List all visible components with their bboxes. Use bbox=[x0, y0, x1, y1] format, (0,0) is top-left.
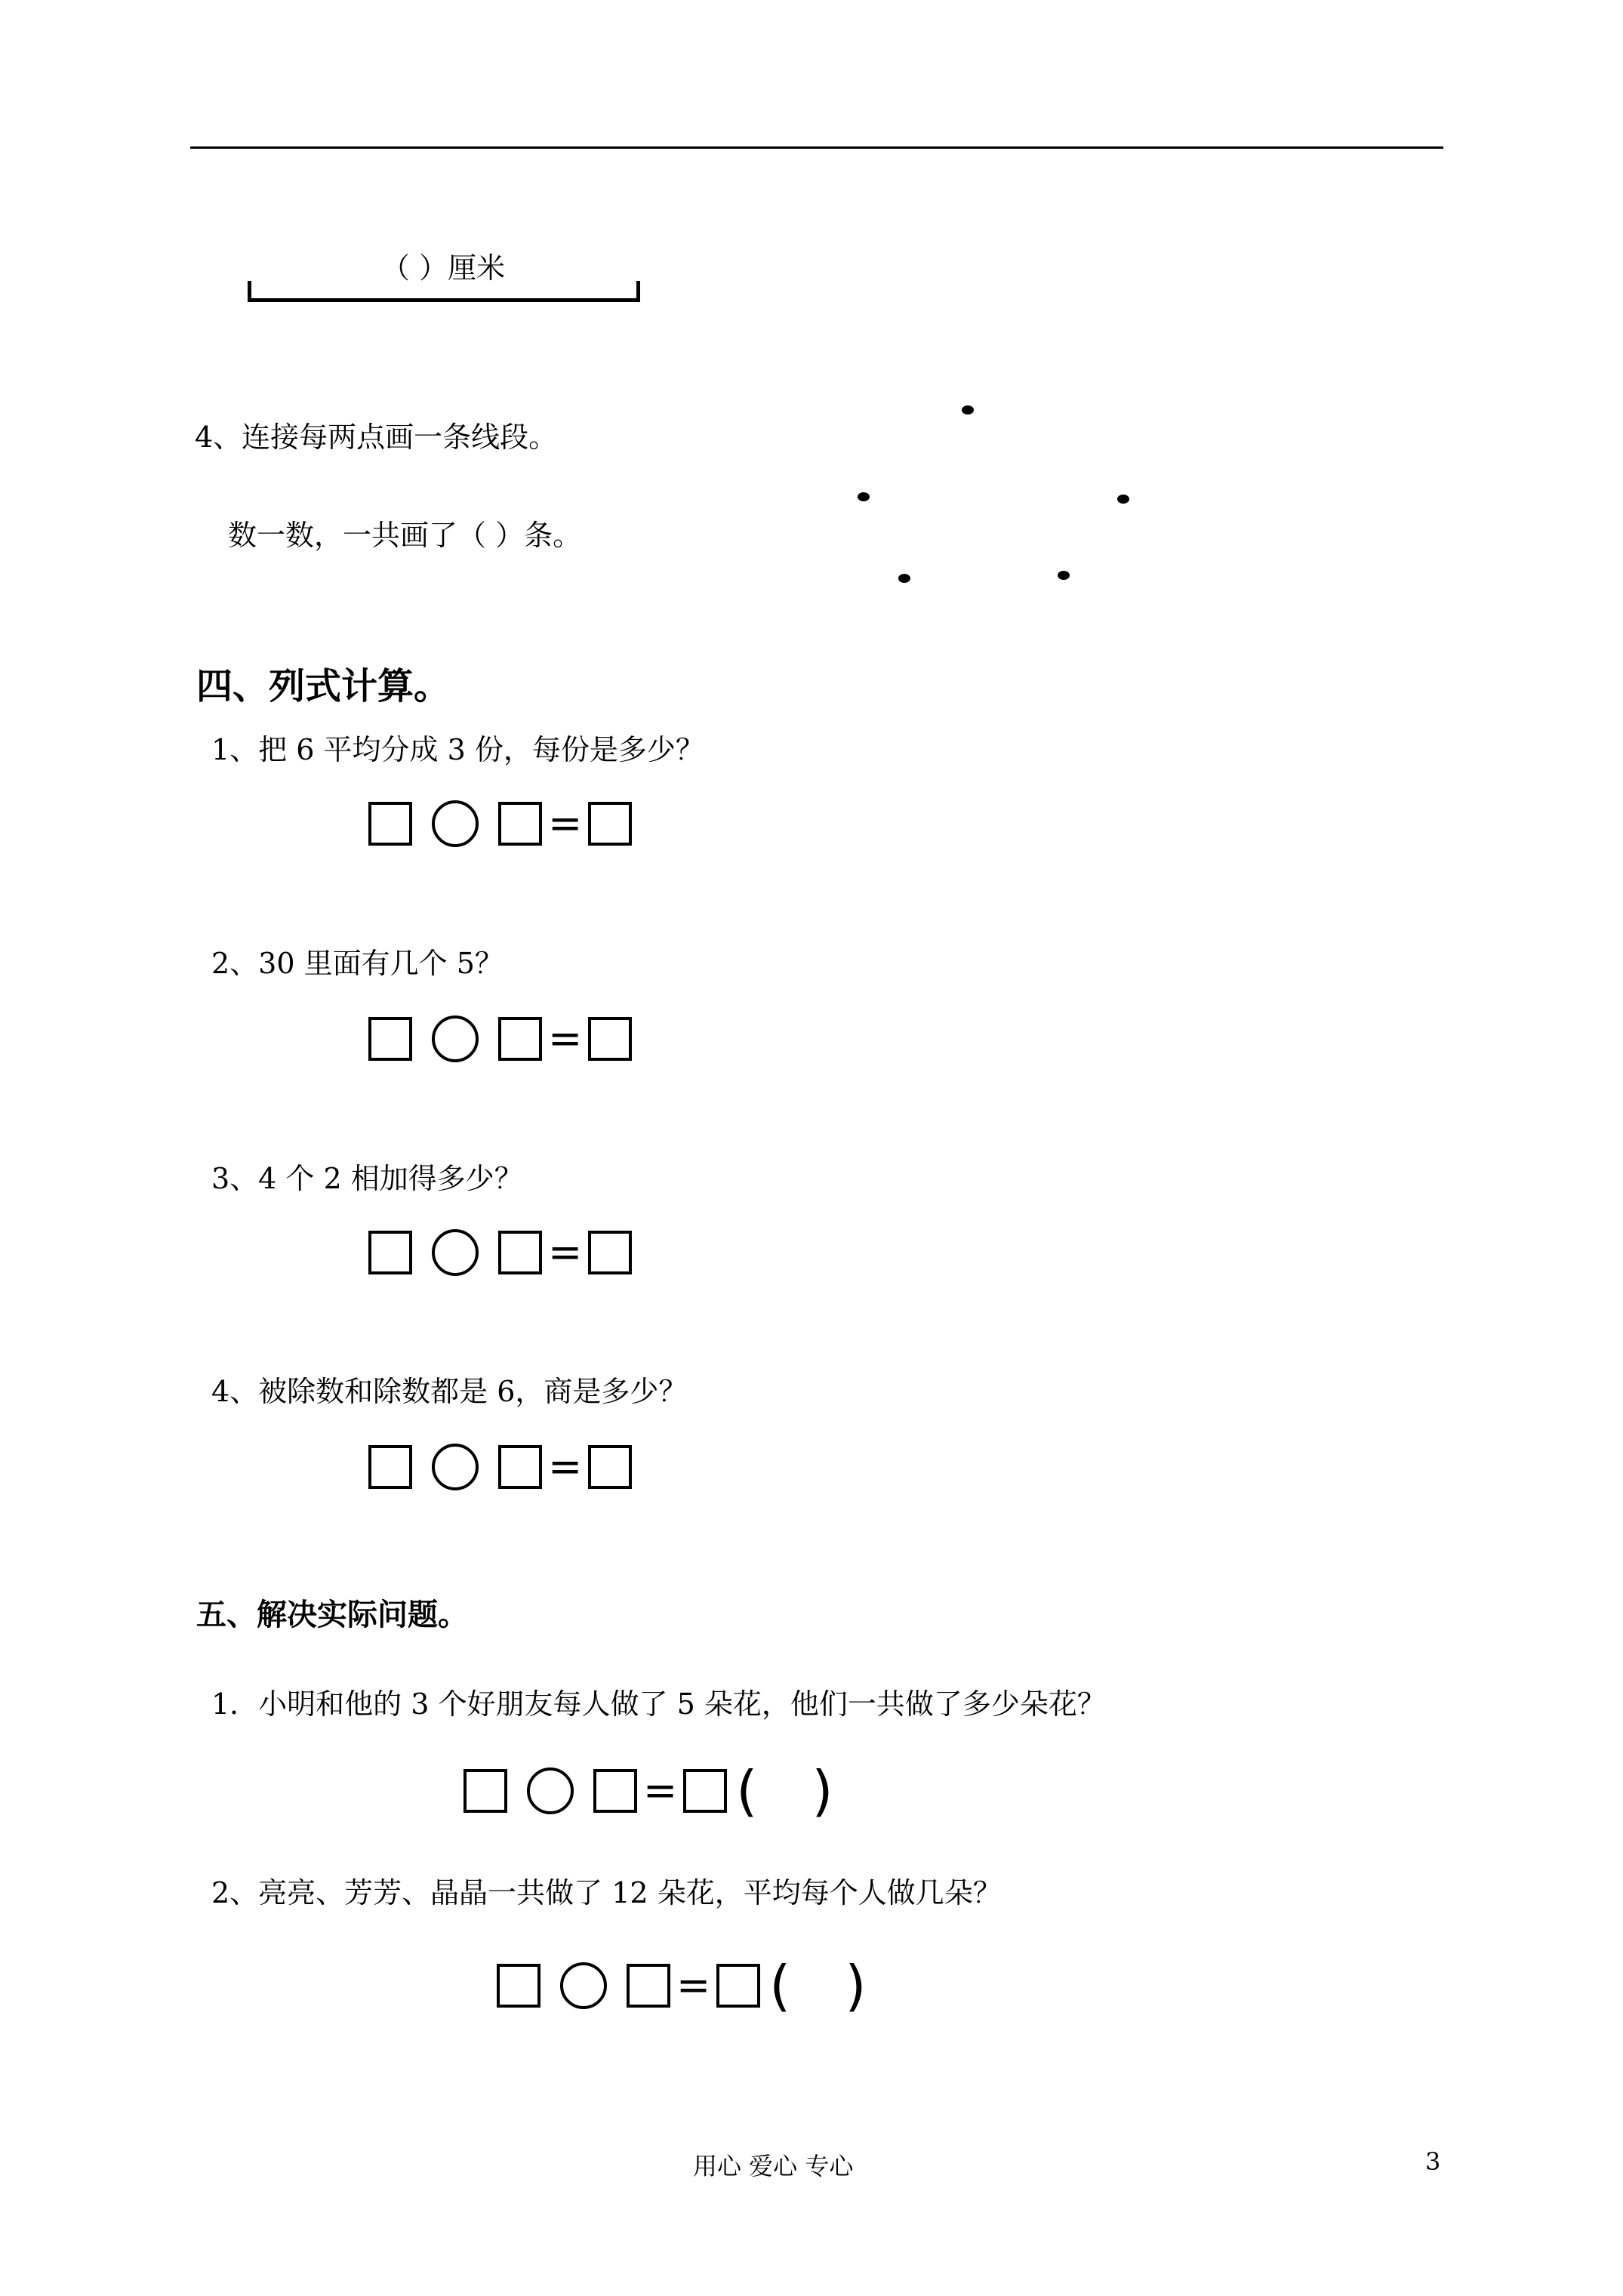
equals-sign: = bbox=[548, 1015, 583, 1062]
operator-circle[interactable] bbox=[432, 1229, 479, 1276]
s5-question-1: 1．小明和他的 3 个好朋友每人做了 5 朵花，他们一共做了多少朵花？ bbox=[211, 1687, 1106, 1721]
point-left bbox=[858, 492, 870, 501]
answer-box[interactable] bbox=[498, 1017, 542, 1061]
unit-paren-close: ) bbox=[812, 1759, 833, 1823]
point-bottom-right bbox=[1058, 571, 1070, 580]
s4-equation-1 bbox=[368, 800, 632, 847]
equals-sign: = bbox=[548, 1443, 583, 1490]
s4-question-4: 4、被除数和除数都是 6，商是多少？ bbox=[211, 1375, 688, 1408]
unit-paren-close: ) bbox=[845, 1954, 867, 2017]
answer-box[interactable] bbox=[498, 802, 542, 846]
answer-box[interactable] bbox=[368, 1445, 412, 1489]
operator-circle[interactable] bbox=[527, 1767, 574, 1814]
answer-box[interactable] bbox=[588, 1017, 632, 1061]
s4-question-1: 1、把 6 平均分成 3 份，每份是多少？ bbox=[211, 733, 704, 766]
answer-box[interactable] bbox=[498, 1445, 542, 1489]
page-number: 3 bbox=[1425, 2147, 1441, 2176]
point-top bbox=[962, 405, 974, 415]
section-5-title: 五、解决实际问题。 bbox=[196, 1597, 468, 1632]
answer-box[interactable] bbox=[588, 1445, 632, 1489]
unit-paren-open: ( bbox=[736, 1759, 758, 1823]
point-bottom-left bbox=[898, 574, 910, 583]
answer-box[interactable] bbox=[368, 1231, 412, 1274]
answer-box[interactable] bbox=[588, 1231, 632, 1274]
operator-circle[interactable] bbox=[432, 1444, 479, 1490]
q4-instruction: 4、连接每两点画一条线段。 bbox=[195, 421, 558, 454]
s4-equation-3 bbox=[368, 1229, 632, 1276]
s4-question-2: 2、30 里面有几个 5？ bbox=[211, 947, 504, 980]
answer-box[interactable] bbox=[716, 1964, 760, 2008]
ruler-bracket bbox=[248, 281, 640, 302]
answer-box[interactable] bbox=[627, 1964, 670, 2008]
equals-sign: = bbox=[676, 1962, 711, 2009]
s5-equation-2 bbox=[497, 1954, 867, 2017]
answer-box[interactable] bbox=[588, 802, 632, 846]
header-rule bbox=[190, 146, 1443, 149]
answer-box[interactable] bbox=[498, 1231, 542, 1274]
answer-box[interactable] bbox=[368, 1017, 412, 1061]
ruler-label: （ ）厘米 bbox=[381, 251, 506, 285]
answer-box[interactable] bbox=[497, 1964, 540, 2008]
footer-motto: 用心 爱心 专心 bbox=[693, 2152, 854, 2180]
operator-circle[interactable] bbox=[432, 800, 479, 847]
s5-question-2: 2、亮亮、芳芳、晶晶一共做了 12 朵花，平均每个人做几朵？ bbox=[211, 1876, 1002, 1909]
s5-equation-1 bbox=[463, 1759, 833, 1823]
equals-sign: = bbox=[643, 1767, 678, 1814]
answer-box[interactable] bbox=[463, 1769, 507, 1813]
equals-sign: = bbox=[548, 800, 583, 847]
s4-question-3: 3、4 个 2 相加得多少？ bbox=[211, 1162, 523, 1195]
q4-count-prompt: 数一数，一共画了（ ）条。 bbox=[228, 519, 582, 552]
answer-box[interactable] bbox=[368, 802, 412, 846]
s4-equation-4 bbox=[368, 1444, 632, 1490]
answer-box[interactable] bbox=[683, 1769, 727, 1813]
equals-sign: = bbox=[548, 1228, 583, 1276]
operator-circle[interactable] bbox=[432, 1015, 479, 1062]
point-right bbox=[1117, 495, 1129, 504]
section-4-title: 四、列式计算。 bbox=[196, 665, 451, 707]
unit-paren-open: ( bbox=[769, 1954, 791, 2017]
answer-box[interactable] bbox=[593, 1769, 637, 1813]
s4-equation-2 bbox=[368, 1015, 632, 1062]
operator-circle[interactable] bbox=[560, 1962, 607, 2009]
